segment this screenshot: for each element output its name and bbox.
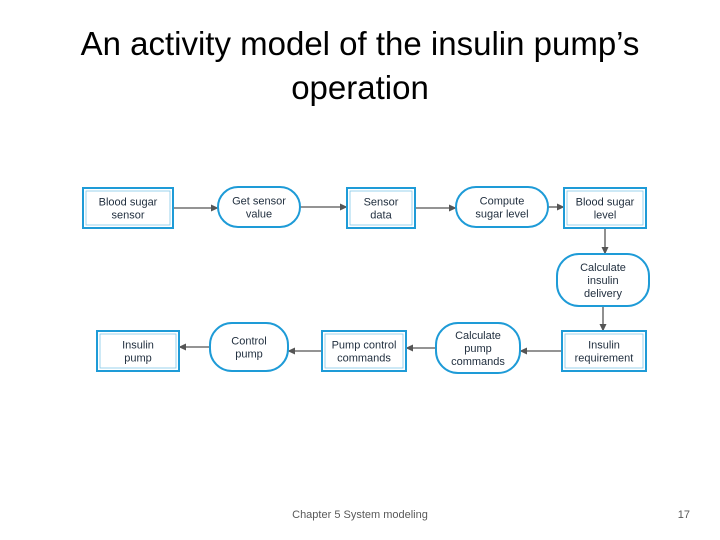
- node-label: value: [245, 208, 273, 221]
- node-label: Sensor: [363, 196, 399, 209]
- node-label: Pump control: [331, 339, 397, 352]
- slide-title-line-2: operation: [291, 69, 429, 106]
- node-label: Calculate: [455, 330, 501, 342]
- node-insulin-requirement: [562, 331, 646, 371]
- node-label: data: [370, 209, 392, 222]
- node-label: commands: [337, 352, 391, 365]
- node-label: sugar level: [475, 208, 529, 221]
- node-label: delivery: [584, 288, 622, 300]
- node-label: pump: [124, 352, 152, 365]
- node-insulin-pump: [97, 331, 179, 371]
- page-number: 17: [677, 509, 690, 521]
- node-label: level: [593, 209, 617, 222]
- node-label: sensor: [111, 209, 145, 222]
- node-label: insulin: [587, 275, 619, 287]
- node-label: pump: [464, 343, 492, 355]
- slide-title-line-1: An activity model of the insulin pump’s: [80, 25, 640, 62]
- node-sensor-data: [347, 188, 415, 228]
- node-label: requirement: [574, 352, 634, 365]
- node-blood-sugar-sensor: [83, 188, 173, 228]
- node-label: Blood sugar: [98, 196, 158, 209]
- node-label: commands: [451, 356, 505, 368]
- node-label: Calculate: [580, 262, 626, 274]
- node-compute-sugar-level: [456, 187, 548, 227]
- node-label: Control: [231, 335, 267, 348]
- node-label: Insulin: [588, 339, 620, 352]
- node-get-sensor-value: [218, 187, 300, 227]
- node-pump-control-commands: [322, 331, 406, 371]
- node-label: Insulin: [122, 339, 154, 352]
- slide-footer: Chapter 5 System modeling: [292, 509, 428, 521]
- node-calculate-insulin-delivery: [557, 254, 649, 306]
- node-label: Blood sugar: [575, 196, 635, 209]
- node-label: Get sensor: [232, 195, 286, 208]
- node-label: Compute: [479, 195, 525, 208]
- node-control-pump: [210, 323, 288, 371]
- nodes-layer: [83, 187, 649, 373]
- node-blood-sugar-level: [564, 188, 646, 228]
- node-label: pump: [235, 348, 263, 361]
- node-calculate-pump-commands: [436, 323, 520, 373]
